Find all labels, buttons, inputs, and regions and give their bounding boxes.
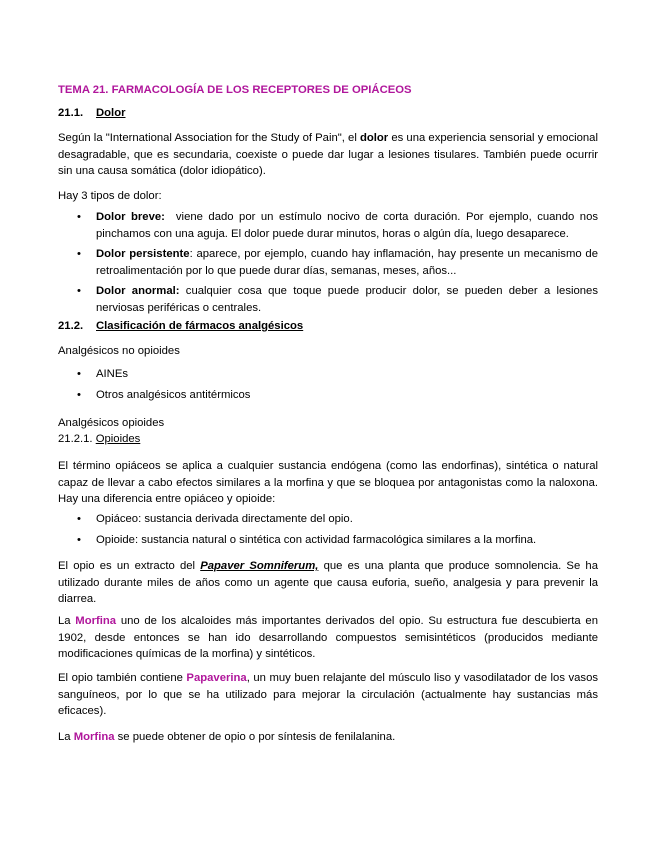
text-run: Según la "International Association for the Study of Pain", el (58, 132, 360, 144)
list-item (77, 511, 598, 528)
text-run: El opio también contiene (58, 672, 187, 684)
list-item (77, 209, 602, 242)
paragraph-opiaceos: El término opiáceos se aplica a cualquier sustancia endógena (como las endorfinas), sintética o natural capaz de llevar a cabo efectos similares a la morfina y que se bloquea por antagonistas como la naloxona. Hay una diferencia entre opiáceo y opioide: (58, 460, 598, 505)
subsection-heading-opioides (58, 431, 598, 448)
list-item (77, 246, 598, 279)
text-run: viene dado por un estímulo nocivo de corta duración. Por ejemplo, cuando nos pinchamos con una aguja. El dolor puede durar minutos, horas o algún día, luego desaparece. (96, 211, 602, 240)
text-run: La (58, 731, 74, 743)
subsection-label: Opioides (95, 433, 141, 445)
text-run: Opiáceo: sustancia derivada directamente del opio. (96, 513, 353, 525)
bullet-icon: • (77, 534, 81, 546)
section-number: 21.2. (58, 320, 84, 332)
highlighted-term: Morfina (73, 731, 115, 743)
highlighted-term: Morfina (75, 615, 117, 627)
paragraph-opio (58, 558, 598, 608)
highlighted-term: Papaverina (186, 672, 247, 684)
paragraph-morfina (58, 613, 598, 663)
bullet-icon: • (77, 285, 81, 297)
text-run: se puede obtener de opio o por síntesis de fenilalanina. (114, 731, 396, 743)
bold-term: dolor (359, 132, 389, 144)
section-heading-clasificacion (58, 318, 598, 335)
list-item (77, 387, 598, 404)
analgesicos-opioides-heading: Analgésicos opioides (58, 417, 165, 429)
section-label: Clasificación de fármacos analgésicos (96, 320, 304, 332)
species-name: Papaver Somniferum, (200, 560, 319, 572)
bold-term: Dolor persistente (96, 248, 190, 260)
text-run: cualquier cosa que toque puede producir dolor, se pueden deber a lesiones nerviosas periféricas o centrales. (96, 285, 598, 314)
text-run: uno de los alcaloides más importantes derivados del opio. Su estructura fue descubierta en 1902, desde entonces se han ido desarrollando compuestos semisintéticos (producidos mediante modificaciones químicas de la morfina) y sintéticos. (58, 615, 598, 660)
text-run: AINEs (96, 368, 129, 380)
bold-term: Dolor breve: (96, 211, 165, 223)
section-label: Dolor (96, 107, 126, 119)
bold-term: Dolor anormal: (96, 285, 180, 297)
analgesicos-no-opioides-heading: Analgésicos no opioides (58, 345, 180, 357)
paragraph-papaverina (58, 670, 598, 720)
text-run: Otros analgésicos antitérmicos (96, 389, 251, 401)
text-run: , un muy buen relajante del músculo liso y vasodilatador de los vasos sanguíneos, por lo que se ha utilizado para mejorar la circulación (actualmente hay sustancias más eficaces). (58, 672, 599, 717)
bullet-icon: • (77, 211, 81, 223)
page-title: TEMA 21. FARMACOLOGÍA DE LOS RECEPTORES DE OPIÁCEOS (58, 84, 412, 96)
text-run: es una experiencia sensorial y emocional desagradable, que es secundaria, coexiste o puede dar lugar a lesiones tisulares. También puede ocurrir sin una causa somática (dolor idiopático). (58, 132, 598, 177)
text-run: Opioide: sustancia natural o sintética con actividad farmacológica similares a la morfina. (96, 534, 537, 546)
paragraph-morfina-sintesis (58, 729, 598, 746)
text-run: : aparece, por ejemplo, cuando hay inflamación, hay presente un mecanismo de retroalimentación por lo que puede durar días, semanas, meses, años... (96, 248, 598, 277)
list-item (77, 366, 598, 383)
list-item (77, 283, 598, 316)
paragraph-tipos-dolor: Hay 3 tipos de dolor: (58, 190, 162, 202)
text-run: El opio es un extracto del (58, 560, 201, 572)
text-run: La (58, 615, 76, 627)
bullet-icon: • (77, 513, 81, 525)
subsection-number: 21.2.1. (58, 433, 93, 445)
section-number: 21.1. (58, 107, 84, 119)
section-heading-dolor (58, 105, 598, 122)
bullet-icon: • (77, 389, 81, 401)
paragraph-dolor-definition (58, 130, 598, 180)
bullet-icon: • (77, 368, 81, 380)
bullet-icon: • (77, 248, 81, 260)
text-run: que es una planta que produce somnolencia. Se ha utilizado durante miles de años como un agente que causa euforia, sueño, analgesia y para prevenir la diarrea. (58, 560, 598, 605)
list-item (77, 532, 598, 549)
